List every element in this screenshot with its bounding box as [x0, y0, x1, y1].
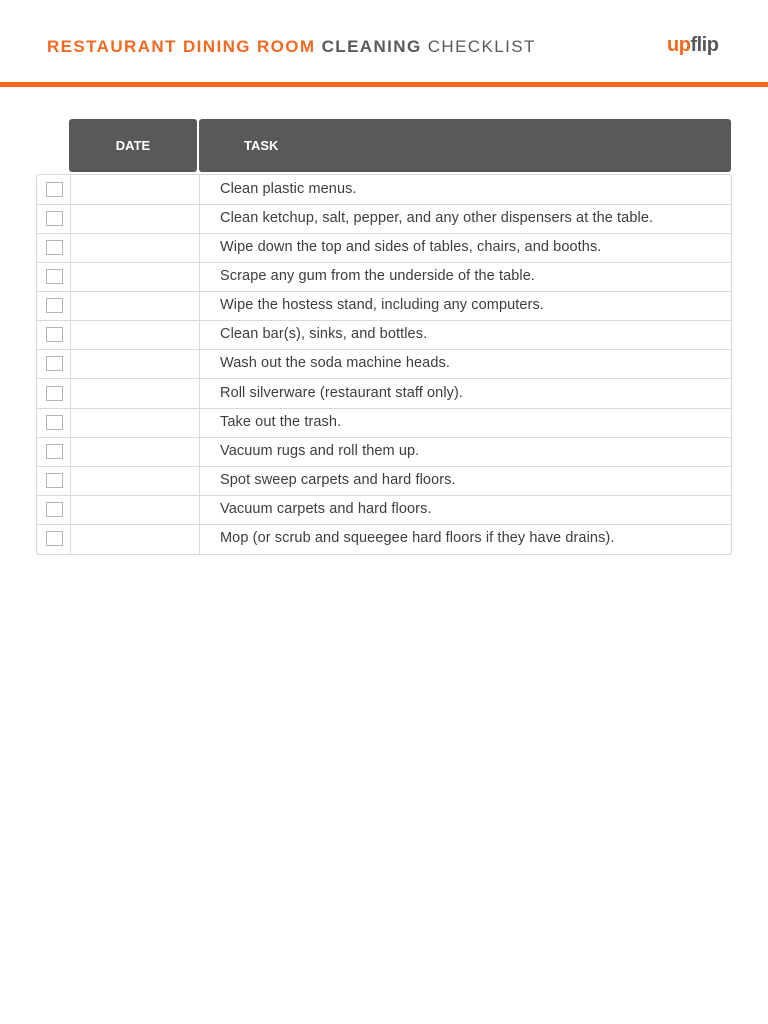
page-header: [0, 0, 768, 82]
date-cell[interactable]: [72, 321, 200, 349]
table-row: [37, 175, 731, 205]
task-checkbox[interactable]: [46, 298, 63, 313]
task-label: Clean bar(s), sinks, and bottles.: [220, 326, 428, 342]
table-row: [37, 525, 731, 554]
table-row: [37, 234, 731, 263]
task-checkbox[interactable]: [46, 415, 63, 430]
task-checkbox[interactable]: [46, 240, 63, 255]
task-checkbox[interactable]: [46, 269, 63, 284]
task-label: Wash out the soda machine heads.: [220, 355, 450, 371]
title-part-1: RESTAURANT DINING ROOM: [47, 37, 316, 56]
date-cell[interactable]: [72, 438, 200, 466]
task-checkbox[interactable]: [46, 356, 63, 371]
table-row: [37, 263, 731, 292]
logo-part-2: flip: [690, 34, 719, 56]
date-cell[interactable]: [72, 525, 200, 554]
task-label: Mop (or scrub and squeegee hard floors if they have drains).: [220, 530, 615, 546]
task-checkbox[interactable]: [46, 182, 63, 197]
task-label: Vacuum rugs and roll them up.: [220, 443, 420, 459]
table-row: [37, 379, 731, 409]
date-cell[interactable]: [72, 175, 200, 204]
date-cell[interactable]: [72, 496, 200, 524]
page-title: [47, 37, 536, 57]
table-row: [37, 438, 731, 467]
task-label: Roll silverware (restaurant staff only).: [220, 385, 464, 401]
task-checkbox[interactable]: [46, 386, 63, 401]
table-row: [37, 292, 731, 321]
date-cell[interactable]: [72, 234, 200, 262]
column-header-date: DATE: [69, 119, 197, 172]
task-checkbox[interactable]: [46, 473, 63, 488]
logo-part-1: up: [667, 34, 691, 56]
date-cell[interactable]: [72, 292, 200, 320]
checklist-table: [36, 174, 732, 555]
date-cell[interactable]: [72, 467, 200, 495]
date-cell[interactable]: [72, 379, 200, 408]
task-label: Clean plastic menus.: [220, 181, 357, 197]
table-row: [37, 321, 731, 350]
date-cell[interactable]: [72, 263, 200, 291]
title-part-3: CHECKLIST: [427, 37, 536, 56]
task-label: Vacuum carpets and hard floors.: [220, 501, 432, 517]
task-checkbox[interactable]: [46, 211, 63, 226]
task-label: Scrape any gum from the underside of the table.: [220, 268, 536, 284]
date-cell[interactable]: [72, 205, 200, 233]
task-checkbox[interactable]: [46, 444, 63, 459]
task-label: Wipe down the top and sides of tables, chairs, and booths.: [220, 239, 602, 255]
table-row: [37, 205, 731, 234]
task-checkbox[interactable]: [46, 327, 63, 342]
table-row: [37, 409, 731, 438]
task-label: Clean ketchup, salt, pepper, and any other dispensers at the table.: [220, 210, 654, 226]
task-checkbox[interactable]: [46, 502, 63, 517]
date-cell[interactable]: [72, 409, 200, 437]
task-label: Wipe the hostess stand, including any computers.: [220, 297, 544, 313]
table-row: [37, 496, 731, 525]
table-row: [37, 467, 731, 496]
task-checkbox[interactable]: [46, 531, 63, 546]
upflip-logo: [667, 34, 718, 56]
task-label: Take out the trash.: [220, 414, 342, 430]
table-row: [37, 350, 731, 379]
header-divider: [0, 82, 768, 87]
column-header-task: TASK: [199, 119, 731, 172]
task-label: Spot sweep carpets and hard floors.: [220, 472, 456, 488]
title-part-2: CLEANING: [321, 37, 422, 56]
date-cell[interactable]: [72, 350, 200, 378]
